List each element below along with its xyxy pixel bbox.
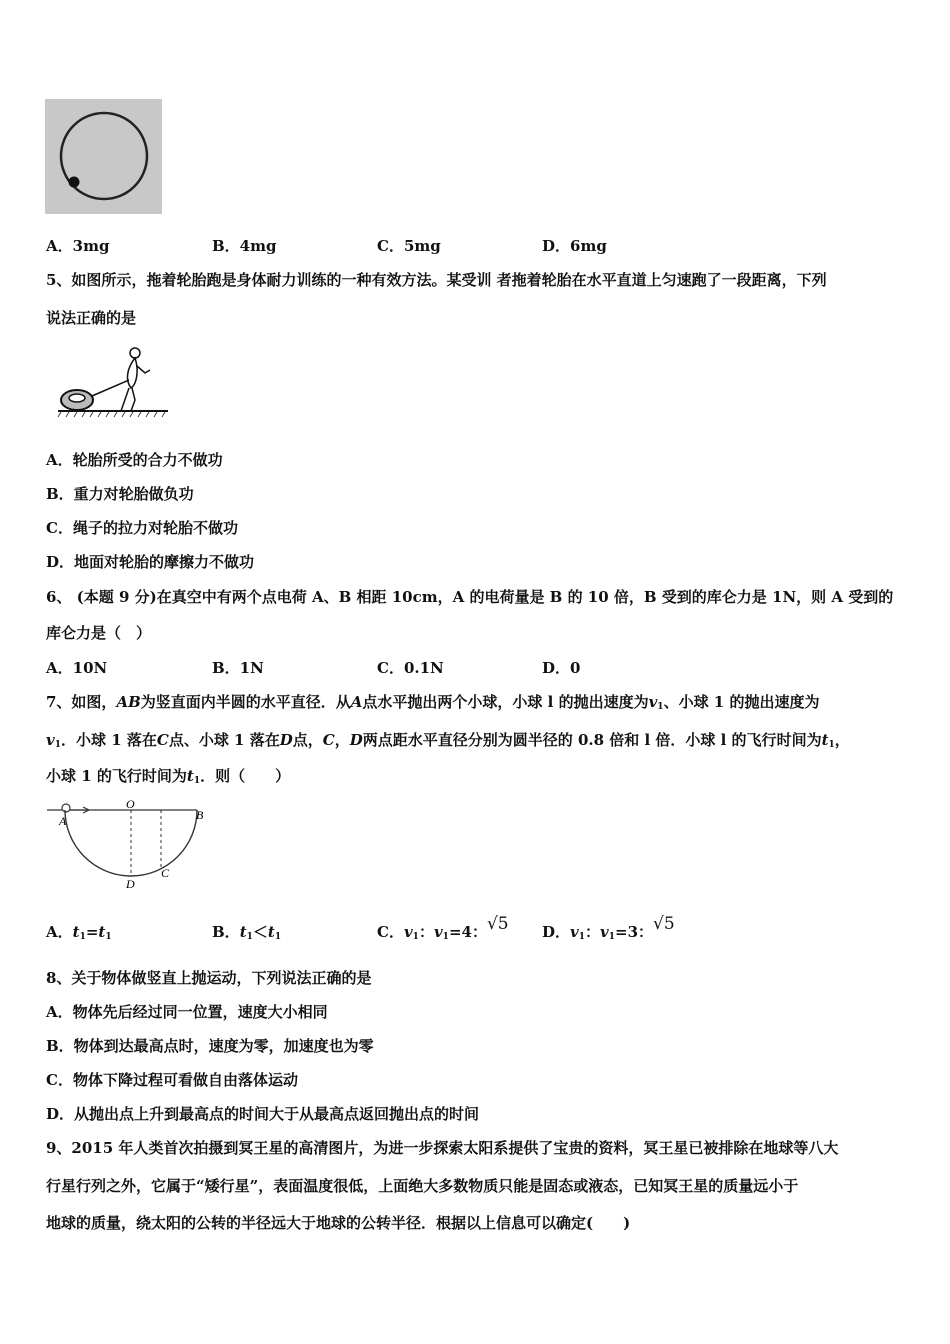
ball — [69, 177, 80, 188]
q9-stem-line-2: 行星行列之外，它属于“矮行星”，表面温度很低，上面绝大多数物质只能是固态或液态，已知冥王星的质量远小于 — [46, 1177, 799, 1195]
tire-runner-figure — [55, 340, 170, 418]
label-b: B — [196, 808, 204, 822]
q6-stem-line-2: 库仑力是（ ） — [46, 624, 152, 642]
q6-option-b: B．1N — [212, 659, 264, 677]
q7-stem-line-3: 小球 1 的飞行时间为$t_1$．则（ ） — [46, 767, 291, 786]
q8-stem: 8、关于物体做竖直上抛运动，下列说法正确的是 — [46, 969, 372, 987]
q4-option-a: A．3mg — [46, 237, 110, 255]
semicircle-figure — [45, 796, 220, 892]
q7-option-b: B．$t_1<t_1$ — [212, 923, 282, 942]
q7-stem-line-2: $v_1$．小球 1 落在C点、小球 1 落在D点，C，D两点距水平直径分别为圆半径的 0.8 倍和 l 倍．小球 l 的飞行时间为$t_1$， — [46, 731, 850, 750]
q8-option-b: B．物体到达最高点时，速度为零，加速度也为零 — [46, 1037, 374, 1055]
label-d: D — [126, 877, 135, 891]
q4-option-b: B．4mg — [212, 237, 277, 255]
label-o: O — [126, 797, 135, 811]
tire-hole — [69, 394, 85, 402]
label-a: A — [59, 814, 67, 828]
q7-option-d: D．$v_1$：$v_1=3$：√5 — [542, 914, 675, 942]
q7-option-a: A．$t_1=t_1$ — [46, 923, 112, 942]
q4-option-c: C．5mg — [377, 237, 441, 255]
sqrt5: √5 — [653, 914, 675, 934]
rope — [92, 380, 129, 396]
q7-option-c: C．$v_1$：$v_1=4$：√5 — [377, 914, 509, 942]
q5-option-a: A．轮胎所受的合力不做功 — [46, 451, 223, 469]
circle-track-figure — [45, 99, 162, 214]
runner-arm — [137, 366, 150, 373]
sqrt5: √5 — [486, 914, 509, 934]
q6-option-a: A．10N — [46, 659, 108, 677]
q8-option-d: D．从抛出点上升到最高点的时间大于从最高点返回抛出点的时间 — [46, 1105, 480, 1123]
q5-option-d: D．地面对轮胎的摩擦力不做功 — [46, 553, 255, 571]
q5-option-c: C．绳子的拉力对轮胎不做功 — [46, 519, 238, 537]
q5-stem-line-1: 5、如图所示，拖着轮胎跑是身体耐力训练的一种有效方法。某受训 者拖着轮胎在水平直道上匀速跑了一段距离，下列 — [46, 271, 827, 289]
q9-stem-line-1: 9、2015 年人类首次拍摄到冥王星的高清图片，为进一步探索太阳系提供了宝贵的资料，冥王星已被排除在地球等八大 — [46, 1139, 839, 1157]
runner-head — [130, 348, 140, 358]
ball-at-a — [62, 804, 70, 812]
q4-option-d: D．6mg — [542, 237, 607, 255]
q6-stem-line-1: 6、 (本题 9 分)在真空中有两个点电荷 A、B 相距 10cm，A 的电荷量是 B 的 10 倍，B 受到的库仑力是 1N，则 A 受到的 — [46, 588, 894, 606]
q7-stem-line-1: 7、如图，AB为竖直面内半圆的水平直径．从A点水平抛出两个小球，小球 l 的抛出速度为$v_1$、小球 1 的抛出速度为 — [46, 693, 820, 712]
q8-option-a: A．物体先后经过同一位置，速度大小相同 — [46, 1003, 328, 1021]
q5-option-b: B．重力对轮胎做负功 — [46, 485, 194, 503]
q6-option-c: C．0.1N — [377, 659, 444, 677]
q6-option-d: D．0 — [542, 659, 581, 677]
q8-option-c: C．物体下降过程可看做自由落体运动 — [46, 1071, 298, 1089]
q9-stem-line-3: 地球的质量，绕太阳的公转的半径远大于地球的公转半径．根据以上信息可以确定( ) — [46, 1214, 631, 1232]
q5-stem-line-2: 说法正确的是 — [46, 309, 137, 327]
label-c: C — [161, 866, 170, 880]
runner-legs — [121, 388, 135, 411]
ground-hatch — [58, 412, 165, 417]
photo-background — [45, 99, 162, 214]
runner-body — [128, 358, 138, 388]
